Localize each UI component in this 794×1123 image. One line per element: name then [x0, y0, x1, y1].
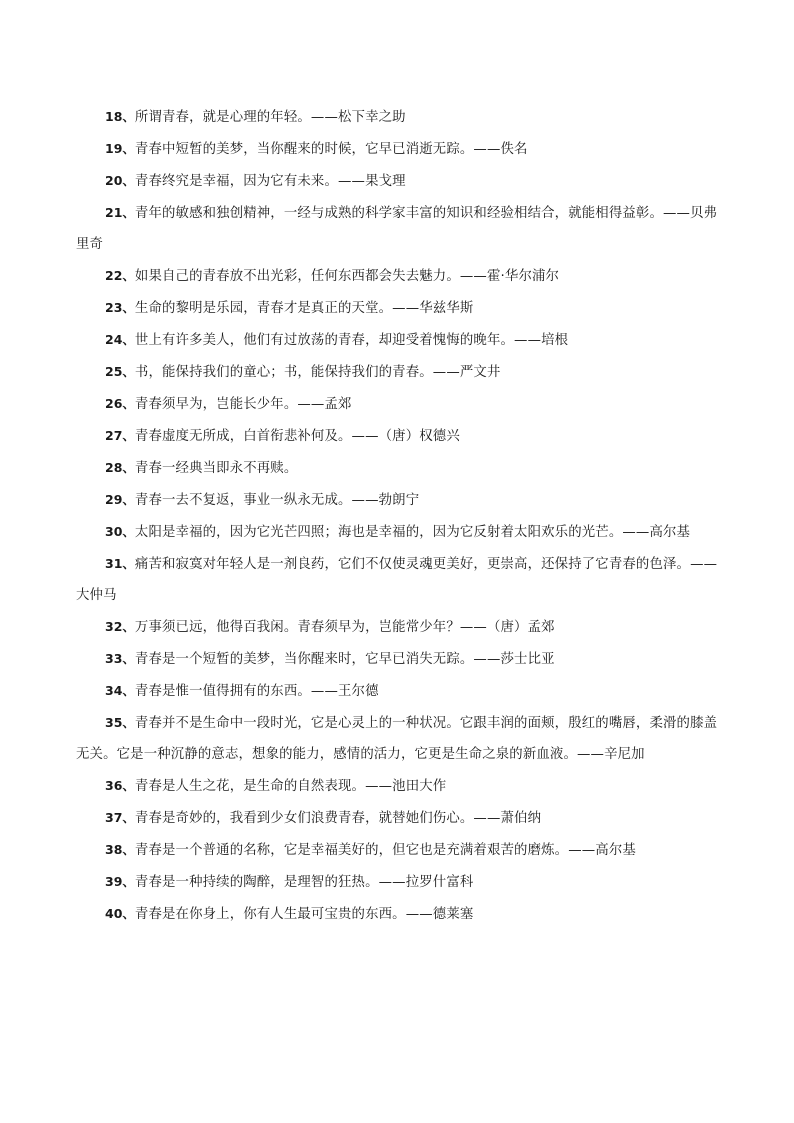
quote-text: 青春是人生之花，是生命的自然表现。——池田大作 — [134, 779, 447, 794]
quote-item — [76, 260, 718, 292]
quote-text: 如果自己的青春放不出光彩，任何东西都会失去魅力。——霍·华尔浦尔 — [134, 269, 560, 284]
quote-text: 青春虚度无所成，白首衔悲补何及。——（唐）权德兴 — [134, 429, 460, 444]
quote-text: 青春是在你身上，你有人生最可宝贵的东西。——德莱塞 — [134, 907, 474, 922]
quote-item — [76, 834, 718, 866]
quote-number: 23、 — [105, 300, 135, 315]
quote-item — [76, 133, 718, 165]
quote-number: 27、 — [105, 428, 135, 443]
quote-number: 26、 — [105, 396, 135, 411]
quote-text: 太阳是幸福的，因为它光芒四照；海也是幸福的，因为它反射着太阳欢乐的光芒。——高尔基 — [134, 525, 691, 540]
quote-text: 痛苦和寂寞对年轻人是一剂良药，它们不仅使灵魂更美好，更崇高，还保持了它青春的色泽。——大仲马 — [76, 557, 718, 603]
quote-number: 21、 — [105, 205, 135, 220]
quote-item — [76, 675, 718, 707]
quote-text: 生命的黎明是乐园，青春才是真正的天堂。——华兹华斯 — [134, 301, 474, 316]
quote-item — [76, 452, 718, 484]
quote-item — [76, 707, 718, 770]
quote-text: 书，能保持我们的童心；书，能保持我们的青春。——严文井 — [134, 365, 501, 380]
quote-number: 22、 — [105, 268, 135, 283]
quote-text: 青年的敏感和独创精神，一经与成熟的科学家丰富的知识和经验相结合，就能相得益彰。——贝弗里奇 — [76, 206, 718, 252]
quote-item — [76, 548, 718, 611]
quote-number: 28、 — [105, 460, 135, 475]
quote-number: 39、 — [105, 874, 135, 889]
quote-number: 40、 — [105, 906, 135, 921]
quote-text: 青春是惟一值得拥有的东西。——王尔德 — [134, 684, 379, 699]
quote-number: 29、 — [105, 492, 135, 507]
quote-number: 34、 — [105, 683, 135, 698]
quote-number: 24、 — [105, 332, 135, 347]
quote-item — [76, 611, 718, 643]
quote-number: 30、 — [105, 524, 135, 539]
quote-item — [76, 484, 718, 516]
quote-number: 25、 — [105, 364, 135, 379]
quote-number: 33、 — [105, 651, 135, 666]
quote-text: 万事须已远，他得百我闲。青春须早为，岂能常少年？——（唐）孟郊 — [134, 620, 555, 635]
quote-item — [76, 165, 718, 197]
quote-text: 青春中短暂的美梦，当你醒来的时候，它早已消逝无踪。——佚名 — [134, 142, 528, 157]
quote-number: 35、 — [105, 715, 135, 730]
quote-number: 32、 — [105, 619, 135, 634]
quote-item — [76, 101, 718, 133]
quote-text: 青春是一个短暂的美梦，当你醒来时，它早已消失无踪。——莎士比亚 — [134, 652, 555, 667]
quote-text: 青春是一个普通的名称，它是幸福美好的，但它也是充满着艰苦的磨炼。——高尔基 — [134, 843, 636, 858]
quote-text: 青春终究是幸福，因为它有未来。——果戈理 — [134, 174, 406, 189]
quote-item — [76, 292, 718, 324]
quote-item — [76, 516, 718, 548]
quote-number: 19、 — [105, 141, 135, 156]
quote-item — [76, 420, 718, 452]
quote-number: 31、 — [105, 556, 135, 571]
quote-text: 青春须早为，岂能长少年。——孟郊 — [134, 397, 352, 412]
quote-list — [76, 101, 718, 930]
quote-number: 37、 — [105, 810, 135, 825]
quote-item — [76, 197, 718, 260]
quote-text: 世上有许多美人，他们有过放荡的青春，却迎受着愧悔的晚年。——培根 — [134, 333, 569, 348]
quote-number: 20、 — [105, 173, 135, 188]
quote-item — [76, 802, 718, 834]
quote-text: 青春是一种持续的陶醉，是理智的狂热。——拉罗什富科 — [134, 875, 474, 890]
quote-text: 所谓青春，就是心理的年轻。——松下幸之助 — [134, 110, 406, 125]
quote-text: 青春一经典当即永不再赎。 — [134, 461, 298, 476]
quote-item — [76, 643, 718, 675]
quote-item — [76, 898, 718, 930]
quote-item — [76, 324, 718, 356]
quote-number: 18、 — [105, 109, 135, 124]
quote-text: 青春并不是生命中一段时光，它是心灵上的一种状况。它跟丰润的面颊，殷红的嘴唇，柔滑的膝盖无关。它是一种沉静的意志，想象的能力，感情的活力，它更是生命之泉的新血液。——辛尼加 — [76, 716, 718, 762]
quote-item — [76, 866, 718, 898]
quote-text: 青春是奇妙的，我看到少女们浪费青春，就替她们伤心。——萧伯纳 — [134, 811, 542, 826]
quote-item — [76, 388, 718, 420]
quote-number: 36、 — [105, 778, 135, 793]
quote-item — [76, 356, 718, 388]
quote-text: 青春一去不复返，事业一纵永无成。——勃朗宁 — [134, 493, 420, 508]
quote-item — [76, 770, 718, 802]
quote-number: 38、 — [105, 842, 135, 857]
